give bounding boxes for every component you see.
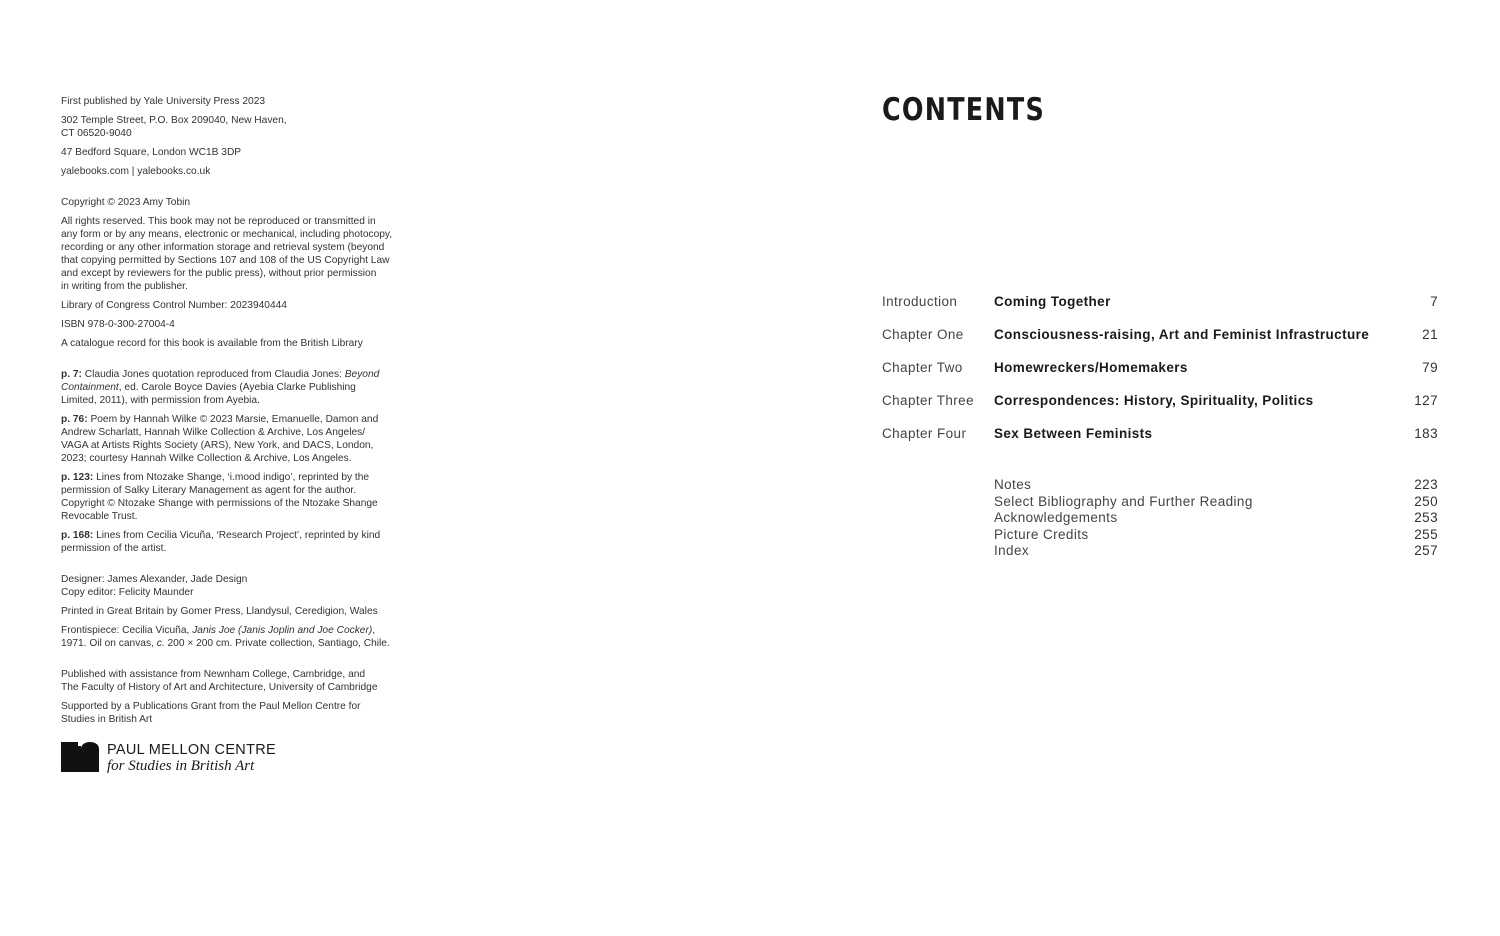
toc-row: [882, 393, 1438, 426]
permission-p76-line-3: VAGA at Artists Rights Society (ARS), New York, and DACS, London,: [61, 440, 374, 451]
toc-page-number: 7: [1430, 294, 1438, 309]
permission-p168-ref: p. 168:: [61, 530, 94, 541]
permission-p7-line-3: Limited, 2011), with permission from Ayebia.: [61, 395, 260, 406]
assistance-line-2: The Faculty of History of Art and Architecture, University of Cambridge: [61, 682, 378, 693]
permission-p7-line-2: Containment, ed. Carole Boyce Davies (Ayebia Clarke Publishing: [61, 382, 356, 393]
toc-chapter-label: Chapter One: [882, 327, 964, 342]
toc-row: [882, 294, 1438, 327]
toc-chapter-label: Chapter Two: [882, 360, 963, 375]
toc-row: [882, 426, 1438, 459]
back-matter-row: [994, 477, 1438, 494]
permission-p168-line-1: p. 168: Lines from Cecilia Vicuña, ‘Research Project’, reprinted by kind: [61, 530, 381, 541]
copyright-line: Copyright © 2023 Amy Tobin: [61, 197, 191, 208]
supported-line-2: Studies in British Art: [61, 714, 153, 725]
designer-line: Designer: James Alexander, Jade Design: [61, 574, 248, 585]
permission-p123-ref: p. 123:: [61, 472, 94, 483]
assistance-line-1: Published with assistance from Newnham College, Cambridge, and: [61, 669, 366, 680]
toc-chapter-label: Introduction: [882, 294, 958, 309]
toc-chapter-title: Correspondences: History, Spirituality, Politics: [994, 393, 1314, 408]
chapter-list: [882, 294, 1438, 459]
rights-line-3: recording or any other information storage and retrieval system (beyond: [61, 242, 385, 253]
permission-p76-ref: p. 76:: [61, 414, 88, 425]
back-matter-row: [994, 543, 1438, 560]
back-matter-page-number: 223: [1414, 477, 1438, 492]
paul-mellon-centre-logo: [61, 742, 426, 775]
back-matter-label: Select Bibliography and Further Reading: [994, 493, 1253, 509]
rights-line-1: All rights reserved. This book may not be reproduced or transmitted in: [61, 216, 376, 227]
permission-p123-line-2: permission of Salky Literary Management as agent for the author.: [61, 485, 357, 496]
rights-line-5: and except by reviewers for the public press), without prior permission: [61, 268, 377, 279]
permission-p7-ref: p. 7:: [61, 369, 82, 380]
back-matter-row: [994, 494, 1438, 511]
toc-page-number: 79: [1422, 360, 1438, 375]
supported-line-1: Supported by a Publications Grant from the Paul Mellon Centre for: [61, 701, 361, 712]
permission-p76-line-4: 2023; courtesy Hannah Wilke Collection & Archive, Los Angeles.: [61, 453, 352, 464]
permission-p76-line-2: Andrew Scharlatt, Hannah Wilke Collection & Archive, Los Angeles/: [61, 427, 366, 438]
toc-chapter-label: Chapter Four: [882, 426, 967, 441]
permission-p123-line-1: p. 123: Lines from Ntozake Shange, ‘i.mood indigo’, reprinted by the: [61, 472, 370, 483]
back-matter-label: Index: [994, 543, 1030, 558]
imprint-page: [61, 95, 426, 775]
back-matter-page-number: 253: [1414, 510, 1438, 525]
uk-address-line: 47 Bedford Square, London WC1B 3DP: [61, 147, 242, 158]
toc-chapter-title: Coming Together: [994, 294, 1111, 309]
toc-row: [882, 327, 1438, 360]
permission-p7-line-1: p. 7: Claudia Jones quotation reproduced from Claudia Jones: Beyond: [61, 369, 380, 380]
isbn-line: ISBN 978-0-300-27004-4: [61, 319, 175, 330]
back-matter-label: Picture Credits: [994, 526, 1089, 542]
permission-p123-line-4: Revocable Trust.: [61, 511, 138, 522]
copy-editor-line: Copy editor: Felicity Maunder: [61, 587, 194, 598]
permission-p168-line-2: permission of the artist.: [61, 543, 167, 554]
back-matter-row: [994, 510, 1438, 527]
toc-chapter-title: Homewreckers/Homemakers: [994, 360, 1188, 375]
printed-line: Printed in Great Britain by Gomer Press, Llandysul, Ceredigion, Wales: [61, 606, 378, 617]
back-matter-label: Notes: [994, 477, 1032, 492]
catalogue-record-line: A catalogue record for this book is available from the British Library: [61, 338, 363, 349]
frontispiece-line-2: 1971. Oil on canvas, c. 200 × 200 cm. Private collection, Santiago, Chile.: [61, 638, 390, 649]
permission-p76-line-1: p. 76: Poem by Hannah Wilke © 2023 Marsie, Emanuelle, Damon and: [61, 414, 379, 425]
websites-line: yalebooks.com | yalebooks.co.uk: [61, 166, 211, 177]
contents-heading: CONTENTS: [882, 92, 1046, 128]
rights-line-4: that copying permitted by Sections 107 and 108 of the US Copyright Law: [61, 255, 390, 266]
frontispiece-line-1: Frontispiece: Cecilia Vicuña, Janis Joe (Janis Joplin and Joe Cocker),: [61, 625, 376, 636]
toc-page-number: 183: [1414, 426, 1438, 441]
toc-page-number: 127: [1414, 393, 1438, 408]
back-matter-page-number: 257: [1414, 543, 1438, 558]
toc-chapter-title: Consciousness-raising, Art and Feminist Infrastructure: [994, 327, 1370, 342]
logo-line-2: for Studies in British Art: [107, 758, 255, 774]
rights-line-6: in writing from the publisher.: [61, 281, 188, 292]
back-matter-page-number: 255: [1414, 526, 1438, 542]
back-matter-label: Acknowledgements: [994, 510, 1118, 525]
toc-page-number: 21: [1422, 327, 1438, 342]
back-matter-row: [994, 527, 1438, 544]
toc-chapter-title: Sex Between Feminists: [994, 426, 1153, 441]
back-matter-list: [994, 477, 1438, 560]
toc-row: [882, 360, 1438, 393]
loc-number-line: Library of Congress Control Number: 2023940444: [61, 300, 287, 311]
us-address-line: 302 Temple Street, P.O. Box 209040, New Haven,: [61, 115, 287, 126]
rights-line-2: any form or by any means, electronic or mechanical, including photocopy,: [61, 229, 393, 240]
back-matter-page-number: 250: [1414, 493, 1438, 509]
paul-mellon-centre-mark-icon: [61, 742, 99, 772]
permission-p123-line-3: Copyright © Ntozake Shange with permissions of the Ntozake Shange: [61, 498, 378, 509]
us-address-line-2: CT 06520-9040: [61, 128, 132, 139]
logo-line-1: PAUL MELLON CENTRE: [107, 742, 276, 758]
first-published-line: First published by Yale University Press 2023: [61, 96, 266, 107]
toc-chapter-label: Chapter Three: [882, 393, 975, 408]
